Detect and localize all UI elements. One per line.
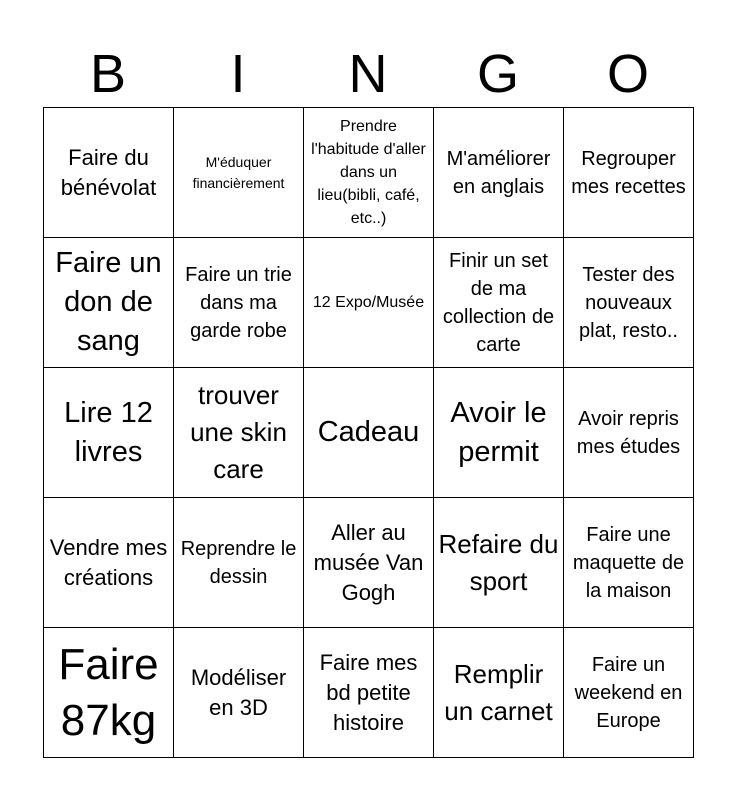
header-letter-b: B [89,44,127,104]
bingo-header [43,40,693,108]
cell-text: Faire un trie dans ma garde robe [185,263,292,342]
cell-text: Refaire du sport [438,528,559,596]
cell-text: Cadeau [317,416,420,448]
bingo-cell[interactable] [174,238,304,368]
bingo-cell[interactable] [564,628,694,758]
cell-text: Faire 87kg [58,639,159,745]
header-letter-n: N [348,44,388,104]
cell-text: Modéliser en 3D [190,664,287,720]
bingo-cell[interactable] [564,368,694,498]
cell-text: M'éduquer financièrement [192,153,285,191]
cell-text: Vendre mes créations [49,534,168,590]
cell-text: Remplir un carnet [444,658,553,726]
bingo-cell[interactable] [434,498,564,628]
cell-text: Faire une maquette de la maison [572,523,685,602]
bingo-cell[interactable] [434,108,564,238]
bingo-cell[interactable] [564,238,694,368]
cell-text: Lire 12 livres [64,396,153,468]
bingo-cell[interactable] [434,238,564,368]
bingo-cell[interactable] [174,628,304,758]
cell-text: Faire mes bd petite histoire [319,649,418,735]
cell-text: Faire un weekend en Europe [574,653,683,732]
cell-text: Avoir le permit [450,396,547,468]
bingo-cell[interactable] [44,628,174,758]
bingo-grid [43,107,694,758]
cell-text: Faire du bénévolat [60,144,157,200]
bingo-cell[interactable] [174,498,304,628]
bingo-cell[interactable] [174,108,304,238]
cell-text: Faire un don de sang [55,247,162,357]
bingo-cell[interactable] [44,108,174,238]
cell-text: Regrouper mes recettes [571,147,686,198]
bingo-cell[interactable] [304,238,434,368]
cell-text: Aller au musée Van Gogh [313,519,424,605]
cell-text: Avoir repris mes études [576,407,681,458]
bingo-cell[interactable] [174,368,304,498]
cell-text: M'améliorer en anglais [446,147,551,198]
bingo-cell[interactable] [304,628,434,758]
cell-text: Tester des nouveaux plat, resto.. [579,263,678,342]
cell-text: Reprendre le dessin [180,537,297,588]
bingo-cell[interactable] [564,498,694,628]
bingo-cell[interactable] [304,498,434,628]
bingo-cell[interactable] [44,238,174,368]
bingo-cell[interactable] [304,108,434,238]
bingo-cell[interactable] [304,368,434,498]
bingo-cell[interactable] [564,108,694,238]
header-letter-o: O [606,44,649,104]
cell-text: Finir un set de ma collection de carte [442,249,555,356]
cell-text: 12 Expo/Musée [312,294,425,311]
header-letter-g: G [476,44,519,104]
header-letter-i: I [230,44,246,104]
bingo-cell[interactable] [44,368,174,498]
bingo-cell[interactable] [434,628,564,758]
bingo-cell[interactable] [44,498,174,628]
bingo-cell[interactable] [434,368,564,498]
cell-text: trouver une skin care [190,380,287,484]
cell-text: Prendre l'habitude d'aller dans un lieu(bibli, café, etc..) [311,118,426,227]
